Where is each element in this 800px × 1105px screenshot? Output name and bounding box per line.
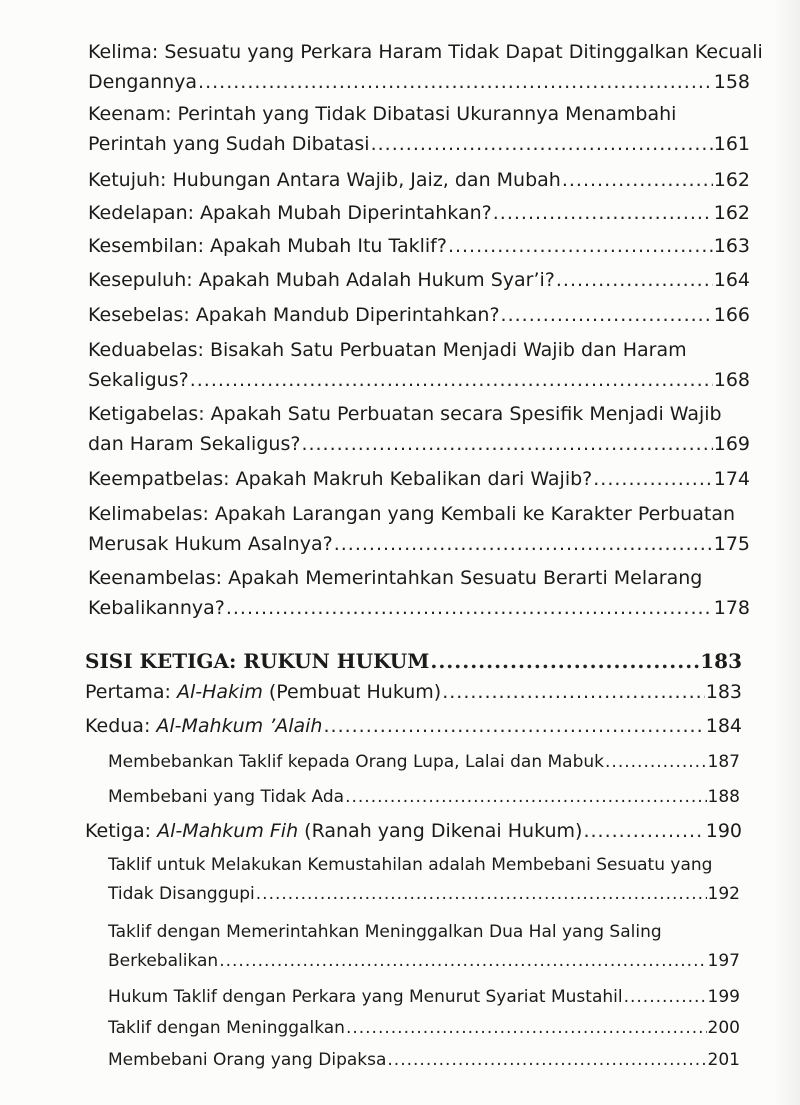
- page-number: 190: [705, 820, 742, 842]
- entry-italic-term: Al-Mahkum Fih: [157, 820, 299, 842]
- page-number: 197: [707, 951, 740, 971]
- page-number: 200: [707, 1018, 740, 1038]
- section-title: SISI KETIGA: RUKUN HUKUM: [85, 649, 430, 673]
- leader-dots: [593, 464, 712, 494]
- toc-entry-keduabelas: [88, 335, 750, 395]
- toc-entry-text: Kelimabelas: Apakah Larangan yang Kembali ke Karakter Perbuatan: [88, 503, 736, 525]
- page-number: 162: [713, 169, 750, 191]
- leader-dots: [301, 429, 712, 459]
- entry-prefix: Ketiga:: [85, 820, 158, 842]
- page-number: 201: [707, 1050, 740, 1070]
- leader-dots: [371, 129, 713, 159]
- entry-italic-term: Al-Hakim: [176, 681, 263, 703]
- toc-entry-text: Taklif dengan Meninggalkan: [108, 1018, 345, 1038]
- toc-entry-text: Ketujuh: Hubungan Antara Wajib, Jaiz, dan Mubah: [88, 169, 561, 191]
- leader-dots: [448, 231, 713, 261]
- leader-dots: [190, 365, 713, 395]
- toc-entry-keenam: [88, 99, 750, 159]
- toc-entry-text: Keduabelas: Bisakah Satu Perbuatan Menjadi Wajib dan Haram: [88, 339, 687, 361]
- toc-entry-text: Kelima: Sesuatu yang Perkara Haram Tidak Dapat Ditinggalkan Kecuali: [88, 41, 763, 63]
- toc-subentry-syariat-mustahil: [108, 983, 740, 1012]
- toc-entry-text: Tidak Disanggupi: [108, 884, 255, 904]
- page-number: 164: [713, 269, 750, 291]
- page-number: 183: [700, 649, 742, 673]
- toc-subentry-lupa-lalai-mabuk: [108, 748, 740, 777]
- toc-entry-ketiga: [85, 816, 742, 846]
- leader-dots: [430, 646, 699, 676]
- page-number: 169: [713, 433, 750, 455]
- leader-dots: [334, 529, 713, 559]
- toc-subentry-dipaksa: [108, 1046, 740, 1075]
- leader-dots: [562, 165, 713, 195]
- toc-entry-ketigabelas: [88, 399, 750, 459]
- section-heading-rukun-hukum: [85, 646, 742, 676]
- page-number: 175: [713, 533, 750, 555]
- leader-dots: [226, 593, 713, 623]
- entry-rest: (Pembuat Hukum): [262, 681, 442, 703]
- page-number: 192: [707, 884, 740, 904]
- toc-entry-text: Membebani Orang yang Dipaksa: [108, 1050, 387, 1070]
- toc-subentry-dua-hal: [108, 918, 740, 976]
- toc-entry-keempatbelas: [88, 464, 750, 494]
- page-number: 178: [713, 597, 750, 619]
- leader-dots: [624, 983, 707, 1012]
- entry-prefix: Kedua:: [85, 715, 157, 737]
- toc-entry-text: Ketigabelas: Apakah Satu Perbuatan secara Spesifik Menjadi Wajib: [88, 403, 722, 425]
- entry-italic-term: Al-Mahkum ’Alaih: [156, 715, 323, 737]
- leader-dots: [556, 265, 713, 295]
- entry-prefix: Pertama:: [85, 681, 177, 703]
- toc-entry-text: Kesembilan: Apakah Mubah Itu Taklif?: [88, 235, 447, 257]
- toc-entry-kesebelas: [88, 300, 750, 330]
- toc-entry-text: Merusak Hukum Asalnya?: [88, 533, 333, 555]
- leader-dots: [501, 300, 713, 330]
- page-number: 199: [707, 987, 740, 1007]
- toc-entry-text: dan Haram Sekaligus?: [88, 433, 301, 455]
- toc-entry-kedelapan: [88, 198, 750, 228]
- toc-entry-text: Taklif untuk Melakukan Kemustahilan adalah Membebani Sesuatu yang: [108, 855, 713, 875]
- toc-entry-text: Berkebalikan: [108, 951, 219, 971]
- toc-entry-text: Kesepuluh: Apakah Mubah Adalah Hukum Syar’i?: [88, 269, 555, 291]
- toc-entry-text: [85, 816, 582, 846]
- leader-dots: [323, 711, 704, 741]
- toc-entry-text: Membebankan Taklif kepada Orang Lupa, Lalai dan Mabuk: [108, 752, 605, 772]
- page-number: 187: [707, 752, 740, 772]
- leader-dots: [346, 1014, 707, 1043]
- page-number: 162: [713, 202, 750, 224]
- toc-entry-text: Membebani yang Tidak Ada: [108, 787, 345, 807]
- page-number: 168: [713, 369, 750, 391]
- leader-dots: [198, 67, 713, 97]
- toc-entry-text: [85, 711, 322, 741]
- page-number: 174: [713, 468, 750, 490]
- toc-entry-text: Kesebelas: Apakah Mandub Diperintahkan?: [88, 304, 500, 326]
- toc-entry-kelimabelas: [88, 499, 750, 559]
- page-spine-shadow: [774, 0, 800, 1105]
- page-number: 188: [707, 787, 740, 807]
- page-number: 183: [705, 681, 742, 703]
- toc-entry-pertama: [85, 677, 742, 707]
- toc-entry-text: Keenam: Perintah yang Tidak Dibatasi Ukurannya Menambahi: [88, 103, 677, 125]
- page-number: 166: [713, 304, 750, 326]
- page-number: 163: [713, 235, 750, 257]
- toc-entry-ketujuh: [88, 165, 750, 195]
- toc-entry-kesembilan: [88, 231, 750, 261]
- toc-entry-kesepuluh: [88, 265, 750, 295]
- leader-dots: [493, 198, 713, 228]
- toc-entry-text: Dengannya: [88, 71, 198, 93]
- page-number: 184: [705, 715, 742, 737]
- leader-dots: [219, 947, 706, 976]
- page-number: 158: [713, 71, 750, 93]
- toc-entry-kedua: [85, 711, 742, 741]
- toc-entry-text: Keempatbelas: Apakah Makruh Kebalikan dari Wajib?: [88, 468, 593, 490]
- toc-entry-text: Kedelapan: Apakah Mubah Diperintahkan?: [88, 202, 492, 224]
- toc-entry-keenambelas: [88, 563, 750, 623]
- leader-dots: [583, 816, 704, 846]
- toc-entry-text: Keenambelas: Apakah Memerintahkan Sesuatu Berarti Melarang: [88, 567, 703, 589]
- leader-dots: [387, 1046, 706, 1075]
- toc-entry-text: [85, 677, 441, 707]
- leader-dots: [442, 677, 705, 707]
- toc-entry-text: Taklif dengan Memerintahkan Meninggalkan Dua Hal yang Saling: [108, 922, 662, 942]
- toc-subentry-tidak-ada: [108, 783, 740, 812]
- toc-entry-text: Sekaligus?: [88, 369, 189, 391]
- leader-dots: [605, 748, 707, 777]
- toc-subentry-meninggalkan: [108, 1014, 740, 1043]
- toc-entry-kelima: [88, 37, 763, 97]
- toc-entry-text: Perintah yang Sudah Dibatasi: [88, 133, 370, 155]
- leader-dots: [345, 783, 706, 812]
- leader-dots: [256, 880, 707, 909]
- page-number: 161: [713, 133, 750, 155]
- toc-entry-text: Hukum Taklif dengan Perkara yang Menurut Syariat Mustahil: [108, 987, 623, 1007]
- toc-entry-text: Kebalikannya?: [88, 597, 225, 619]
- toc-subentry-kemustahilan: [108, 851, 740, 909]
- entry-rest: (Ranah yang Dikenai Hukum): [298, 820, 583, 842]
